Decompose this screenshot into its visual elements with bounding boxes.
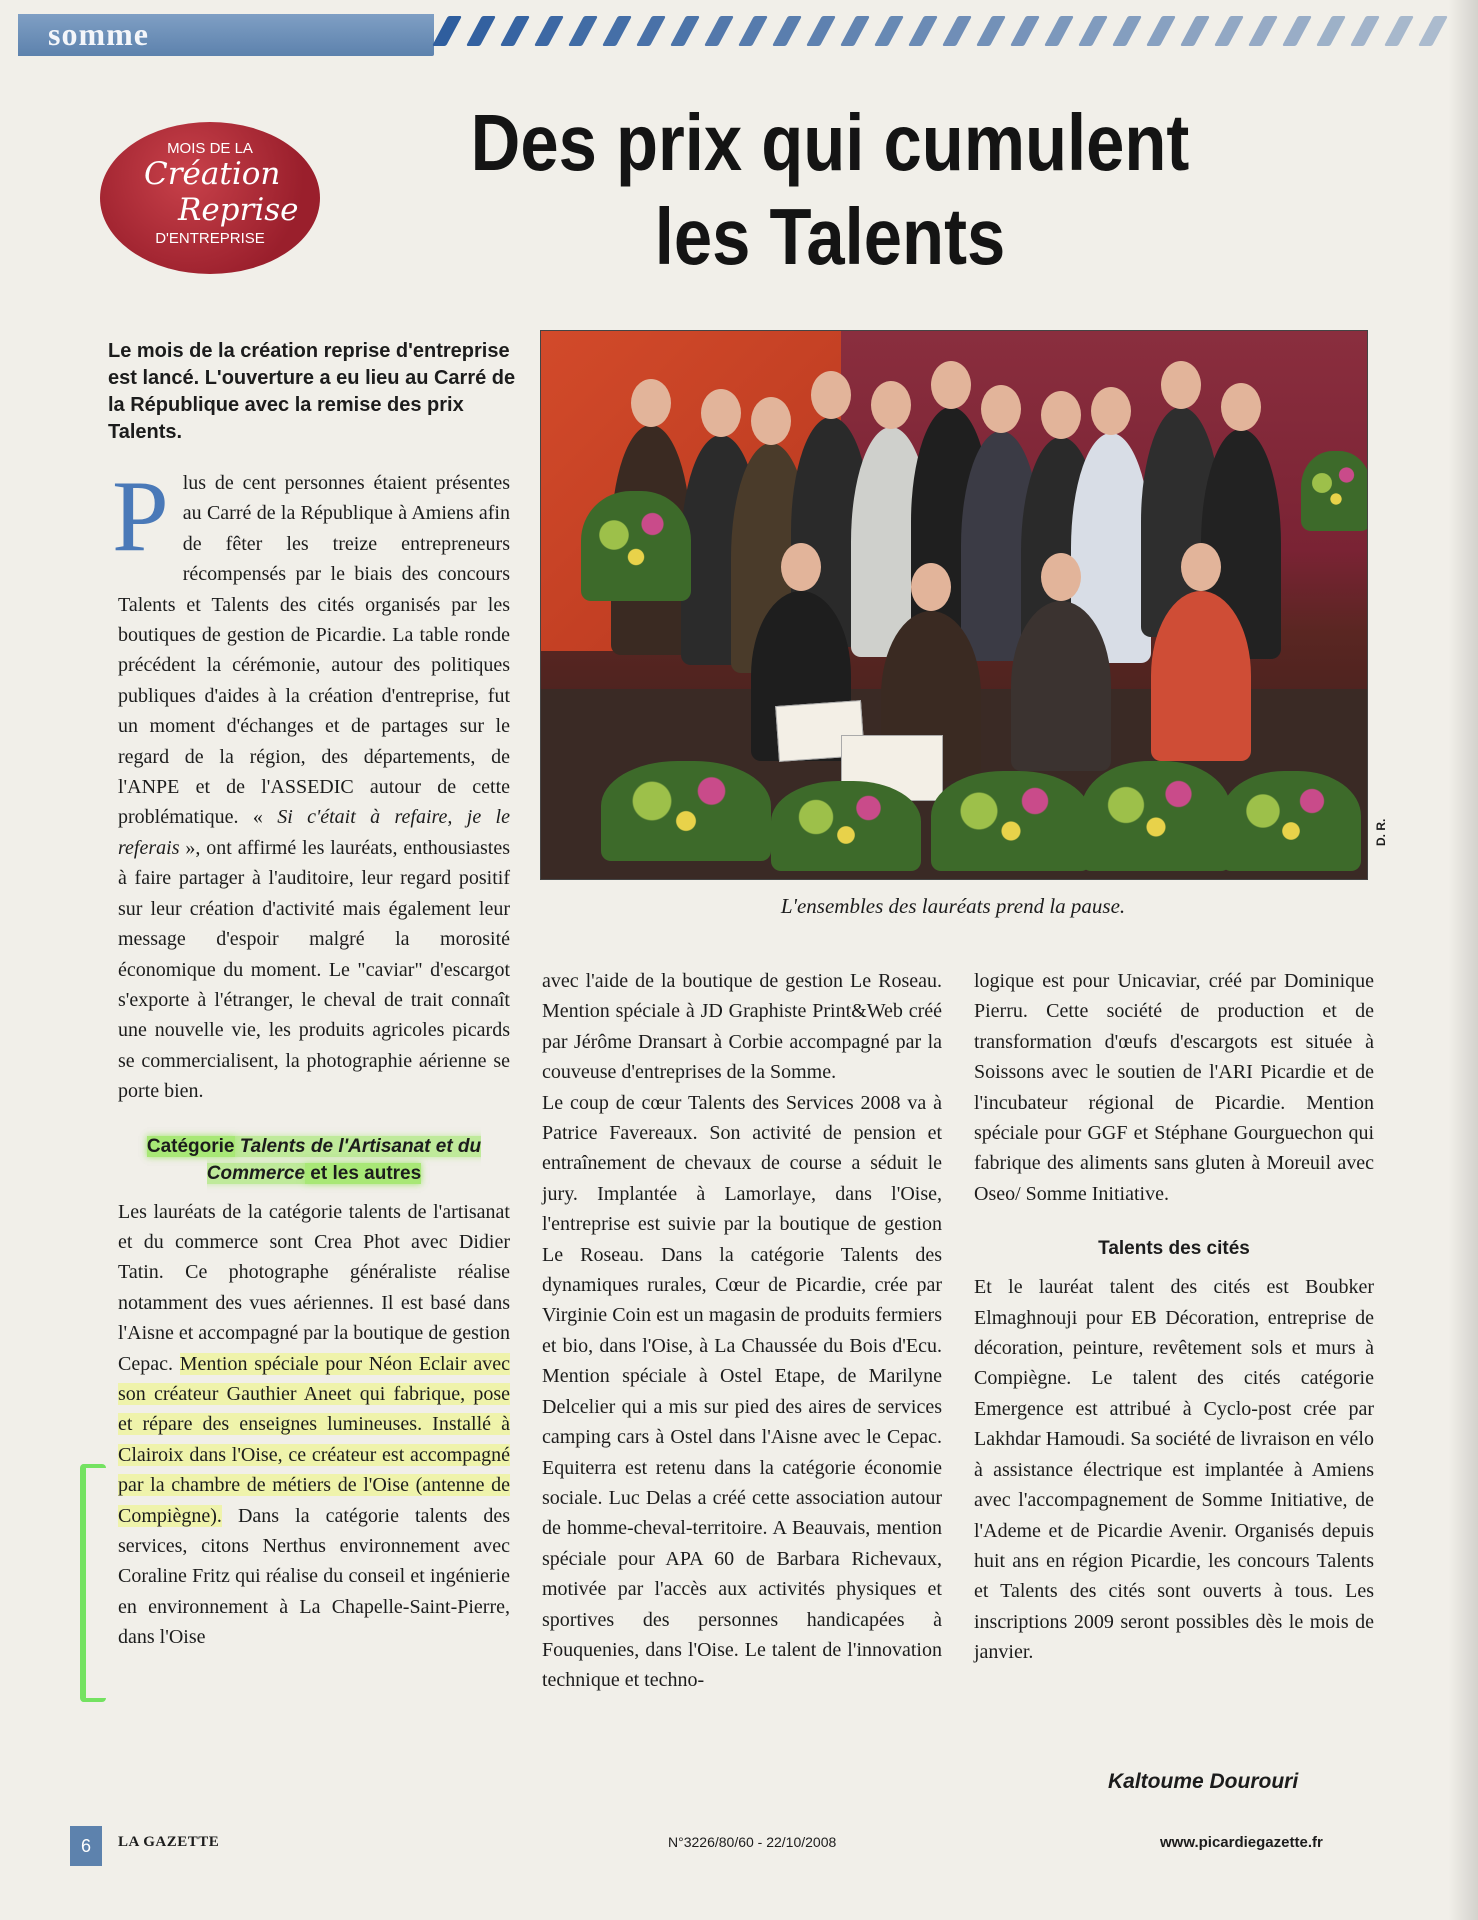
stripe (772, 16, 802, 46)
flower-bouquet (581, 491, 691, 601)
person-head (781, 543, 821, 591)
page-gutter-shadow (1448, 0, 1478, 1920)
dropcap: P (112, 460, 169, 573)
person-head (1221, 383, 1261, 431)
subhead-talents-des-cites: Talents des cités (1098, 1238, 1250, 1260)
person-head (871, 381, 911, 429)
person-head (701, 389, 741, 437)
person (1011, 601, 1111, 771)
stripe (1384, 16, 1414, 46)
stripe (1418, 16, 1448, 46)
paragraph-2 (118, 1197, 510, 1653)
paragraph-1-end: », ont affirmé les lauréats, enthousiastes à faire partager à l'auditoire, leur regard positif sur leur création d'activité mais également leur message d'espoir malgré la morosité économique du moment. Le "caviar" d'escargot s'exporte à l'étranger, le cheval de trait connaît une nouvelle vie, les produits agricoles picards se commercialisent, la photographie aérienne se porte bien. (118, 836, 510, 1103)
section-tab (18, 14, 434, 56)
headline-line-1: Des prix qui cumulent (470, 98, 1190, 187)
page-footer (0, 1820, 1478, 1920)
stripe (1044, 16, 1074, 46)
article-lead: Le mois de la création reprise d'entreprise est lancé. L'ouverture a eu lieu au Carré de la République avec la remise des prix Talents. (108, 340, 516, 443)
flower-bouquet (1221, 771, 1361, 871)
article-headline (400, 96, 1260, 284)
headline-line-2: les Talents (654, 192, 1006, 281)
stripe (534, 16, 564, 46)
stripe (840, 16, 870, 46)
stripe (466, 16, 496, 46)
photo-caption: L'ensembles des lauréats prend la pause. (780, 894, 1126, 918)
stripe (942, 16, 972, 46)
subhead-artisanat-b: Talents de l'Artisanat et du Commerce (206, 1135, 482, 1184)
stripe (1282, 16, 1312, 46)
person-head (631, 379, 671, 427)
flower-bouquet (1081, 761, 1231, 871)
person-head (1161, 361, 1201, 409)
stripe (1316, 16, 1346, 46)
stripe (874, 16, 904, 46)
person (1151, 591, 1251, 761)
person-head (1181, 543, 1221, 591)
stripe (976, 16, 1006, 46)
paragraph-1 (112, 460, 510, 1107)
badge-line-3: Reprise (178, 192, 299, 228)
stripe (568, 16, 598, 46)
column-3-paragraph-2: Et le lauréat talent des cités est Boubker Elmaghnouji pour EB Décoration, entreprise de décoration, peinture, revêtement sols et murs à Compiègne. Le talent des cités catégorie Emergence est attribué à Cyclo-post crée par Lakhdar Hamoudi. Sa société de livraison en vélo à assistance électrique est implantée à Amiens avec l'accompagnement de Somme Initiative, de l'Ademe et de Picardie Avenir. Organisés depuis huit ans en région Picardie, les concours Talents et Talents des cités sont ouverts à tous. Les inscriptions 2009 seront possibles dès le mois de janvier. (974, 1276, 1374, 1664)
decorative-stripes (440, 10, 1470, 54)
paragraph-2-highlight: Mention spéciale pour Néon Eclair avec son créateur Gauthier Aneet qui fabrique, pose et répare des enseignes lumineuses. Installé à Clairoix dans l'Oise, ce créateur est accompagné par la chambre de métiers de l'Oise (antenne de Compiègne). (118, 1352, 510, 1527)
person-head (1091, 387, 1131, 435)
paragraph-2-end: Dans la catégorie talents des services, citons Nerthus environnement avec Coraline Fritz qui réalise du conseil et ingénierie en environnement à La Chapelle-Saint-Pierre, dans l'Oise (118, 1504, 510, 1649)
badge-line-1: MOIS DE LA (167, 140, 253, 157)
issue-info: N°3226/80/60 - 22/10/2008 (668, 1834, 837, 1850)
stripe (500, 16, 530, 46)
column-3-paragraph-1: logique est pour Unicaviar, créé par Dominique Pierru. Cette société de production et de transformation d'œufs d'escargots est située à Soissons avec le soutien de l'ARI Picardie et de l'incubateur régional de Picardie. Mention spéciale pour GGF et Stéphane Gourguechon qui fabrique des aliments sans gluten à Moreuil avec Oseo/ Somme Initiative. (974, 970, 1374, 1205)
person-head (811, 371, 851, 419)
stripe (602, 16, 632, 46)
highlighter-bracket (80, 1464, 106, 1702)
person-head (751, 397, 791, 445)
flower-bouquet (601, 761, 771, 861)
article-column-3 (974, 966, 1374, 1668)
subhead-artisanat-c: et les autres (305, 1162, 422, 1184)
column-2-paragraph-2: Le coup de cœur Talents des Services 2008 va à Patrice Favereaux. Son activité de pension et entraînement de chevaux de course a séduit le jury. Implantée à Lamorlaye, dans l'Oise, l'entreprise est suivie par la boutique de gestion Le Roseau. Dans la catégorie Talents des dynamiques rurales, Cœur de Picardie, crée par Virginie Coin est un magasin de produits fermiers et bio, dans l'Oise, à La Chaussée du Bois d'Ecu. Mention spéciale à Ostel Etape, de Marilyne Delcelier qui a mis sur pied des aires de services camping cars à Ostel dans l'Aisne avec le Cepac. Equiterra est retenu dans la catégorie économie sociale. Luc Delas a créé cette association autour de homme-cheval-territoire. A Beauvais, mention spéciale pour APA 60 de Barbara Richevaux, motivée par l'accès aux activités physiques et sportives des personnes handicapées à Fouquenies, dans l'Oise. Le talent de l'innovation technique et techno- (542, 1091, 942, 1692)
subhead-artisanat (118, 1133, 510, 1187)
paragraph-1-start: lus de cent personnes étaient présentes au Carré de la République à Amiens afin de fêter les treize entrepreneurs récompensés par le biais des concours Talents et Talents des cités organisés par les boutiques de gestion de Picardie. La table ronde précédent la cérémonie, autour des politiques publiques d'aides à la création d'entreprise, fut un moment d'échanges et de partages sur le regard de la région, des départements, de l'ANPE et de l'ASSEDIC autour de cette problématique. « (118, 472, 510, 829)
page-number: 6 (70, 1826, 102, 1866)
stripe (670, 16, 700, 46)
article-column-2 (542, 966, 942, 1696)
author-byline: Kaltoume Dourouri (1108, 1770, 1299, 1793)
section-label: somme (48, 16, 149, 52)
website-url: www.picardiegazette.fr (1160, 1834, 1323, 1851)
stripe (1112, 16, 1142, 46)
flower-bouquet (931, 771, 1091, 871)
stripe (1248, 16, 1278, 46)
badge-line-4: D'ENTREPRISE (155, 230, 265, 247)
stripe (1078, 16, 1108, 46)
article-column-1 (112, 460, 510, 1653)
stripe (1180, 16, 1210, 46)
person-head (931, 361, 971, 409)
stripe (704, 16, 734, 46)
stripe (1146, 16, 1176, 46)
laureates-photo (540, 330, 1368, 880)
flower-bouquet (1301, 451, 1368, 531)
stripe (1214, 16, 1244, 46)
quote: Si c'était à refaire, je le referais (118, 806, 510, 859)
person-head (981, 385, 1021, 433)
stripe (806, 16, 836, 46)
stripe (432, 16, 462, 46)
photo-credit: D. R. (1374, 818, 1388, 846)
stripe (738, 16, 768, 46)
paragraph-2-start: Les lauréats de la catégorie talents de l'artisanat et du commerce sont Crea Phot avec Didier Tatin. Ce photographe généraliste réalise notamment des vues aériennes. Il est basé dans l'Aisne et accompagné par la boutique de gestion Cepac. (118, 1200, 510, 1375)
stripe (636, 16, 666, 46)
publication-name: LA GAZETTE (118, 1834, 220, 1850)
column-2-paragraph-1: avec l'aide de la boutique de gestion Le Roseau. Mention spéciale à JD Graphiste Print&Web créé par Jérôme Dransart à Corbie accompagné par la couveuse d'entreprises de la Somme. (542, 970, 942, 1084)
subhead-artisanat-a: Catégorie (146, 1135, 235, 1157)
person-head (1041, 391, 1081, 439)
flower-bouquet (771, 781, 921, 871)
event-badge (100, 122, 320, 274)
stripe (1350, 16, 1380, 46)
person-head (911, 563, 951, 611)
stripe (1010, 16, 1040, 46)
stripe (908, 16, 938, 46)
person-head (1041, 553, 1081, 601)
badge-line-2: Création (144, 156, 281, 192)
